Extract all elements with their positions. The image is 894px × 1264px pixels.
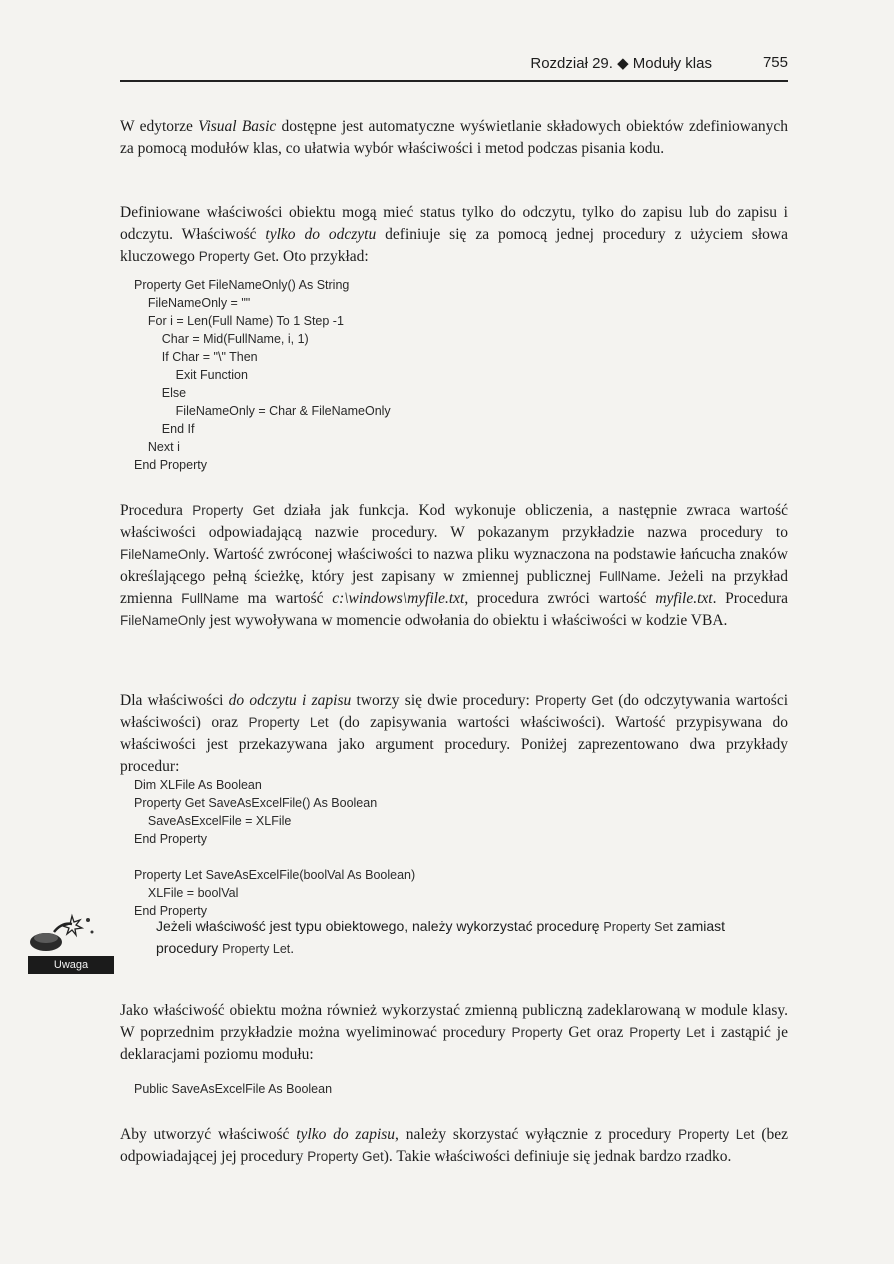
text: zamiast procedury <box>156 918 726 956</box>
emphasis: Visual Basic <box>198 118 277 135</box>
paragraph-6 <box>120 1124 788 1168</box>
text: jest wywoływana w momencie odwołania do obiektu i właściwości w kodzie VBA. <box>205 612 728 629</box>
text: . Oto przykład: <box>275 248 369 265</box>
text: . Jeżeli na przykład zmienna <box>120 568 788 607</box>
inline-code: Property Let <box>248 715 329 730</box>
running-head <box>120 50 788 82</box>
inline-code: Property Let <box>678 1127 755 1142</box>
inline-code: FileNameOnly <box>120 547 206 562</box>
text: ma wartość <box>238 590 333 607</box>
text: . Wartość zwróconej właściwości to nazwa pliku wyznaczona na podstawie łańcucha znaków określającego pełną ścieżkę, który jest zapisany w zmiennej publicznej <box>120 546 788 585</box>
inline-code: Property Let <box>222 942 291 956</box>
text: działa jak funkcja. Kod wykonuje obliczenia, a następnie zwraca wartość właściwości odpowiadającą nazwie procedury. W pokazanym przykładzie nazwa procedury to <box>120 502 788 541</box>
paragraph-3 <box>120 500 788 632</box>
text: dostępne jest automatyczne wyświetlanie składowych obiektów zdefiniowanych za pomocą modułów klas, co ułatwia wybór właściwości i metod podczas pisania kodu. <box>120 118 788 157</box>
inline-code: Property <box>511 1025 563 1040</box>
inline-code: Property Get <box>535 693 613 708</box>
paragraph-1 <box>120 116 788 160</box>
text: . Procedura <box>712 590 788 607</box>
inline-code: Property Get <box>307 1149 384 1164</box>
inline-code: FullName <box>181 591 239 606</box>
code-listing-2: Dim XLFile As Boolean Property Get SaveAsExcelFile() As Boolean SaveAsExcelFile = XLFile End Property Property Let SaveAsExcelFile(boolVal As Boolean) XLFile = boolVal End Property <box>134 778 416 918</box>
emphasis: tylko do odczytu <box>265 226 377 243</box>
text: Aby utworzyć właściwość <box>120 1126 297 1143</box>
text: Definiowane właściwości obiektu mogą mieć status tylko do odczytu, tylko do zapisu lub do zapisu i odczytu. Właściwość <box>120 204 788 243</box>
text: (do odczytywania wartości właściwości) oraz <box>120 692 789 731</box>
emphasis: myfile.txt <box>655 590 713 607</box>
code-listing-3: Public SaveAsExcelFile As Boolean <box>134 1082 333 1096</box>
inline-code: Property Let <box>629 1025 705 1040</box>
text: (bez odpowiadającej jej procedury <box>120 1126 788 1165</box>
text: Jako właściwość obiektu można również wykorzystać zmienną publiczną zadeklarowaną w module klasy. W poprzednim przykładzie można wyeliminować procedury <box>120 1002 788 1041</box>
text: i zastąpić je deklaracjami poziomu modułu: <box>120 1024 788 1063</box>
text: definiuje się za pomocą jednej procedury z użyciem słowa kluczowego <box>120 226 788 265</box>
text: (do zapisywania wartości właściwości). Wartość przypisywana do właściwości jest przekazywana jako argument procedury. Poniżej zaprezentowano dwa przykłady procedur: <box>120 714 788 775</box>
text: Procedura <box>120 502 193 519</box>
inline-code: Property Get <box>192 503 275 518</box>
text: Get oraz <box>562 1024 630 1041</box>
text: , należy skorzystać wyłącznie z procedury <box>395 1126 679 1143</box>
emphasis: c:\windows\myfile.txt <box>332 590 465 607</box>
text: tworzy się dwie procedury: <box>351 692 536 709</box>
note-badge: Uwaga <box>28 956 114 974</box>
paragraph-4 <box>120 690 788 778</box>
chapter-title: Rozdział 29. ◆ Moduły klas <box>530 55 712 72</box>
text: Dla właściwości <box>120 692 229 709</box>
emphasis: tylko do zapisu <box>296 1126 396 1143</box>
page-number: 755 <box>762 54 788 71</box>
inline-code: Property Set <box>603 920 673 934</box>
text: . <box>290 940 295 956</box>
code-listing-1: Property Get FileNameOnly() As String FileNameOnly = "" For i = Len(Full Name) To 1 Step -1 Char = Mid(FullName, i, 1) If Char = "\" Then Exit Function Else FileNameOnly = Char & FileNameOnly End If Next i End Property <box>134 278 391 472</box>
inline-code: FullName <box>598 569 657 584</box>
text: W edytorze <box>120 118 199 135</box>
paragraph-2 <box>120 202 788 268</box>
paragraph-5 <box>120 1000 788 1066</box>
inline-code: Property Get <box>198 249 276 264</box>
inline-code: FileNameOnly <box>120 613 206 628</box>
note-text <box>156 916 788 960</box>
text: ). Takie właściwości definiuje się jednak bardzo rzadko. <box>383 1148 732 1165</box>
text: Jeżeli właściwość jest typu obiektowego, należy wykorzystać procedurę <box>156 918 604 934</box>
text: , procedura zwróci wartość <box>464 590 656 607</box>
emphasis: do odczytu i zapisu <box>228 692 352 709</box>
